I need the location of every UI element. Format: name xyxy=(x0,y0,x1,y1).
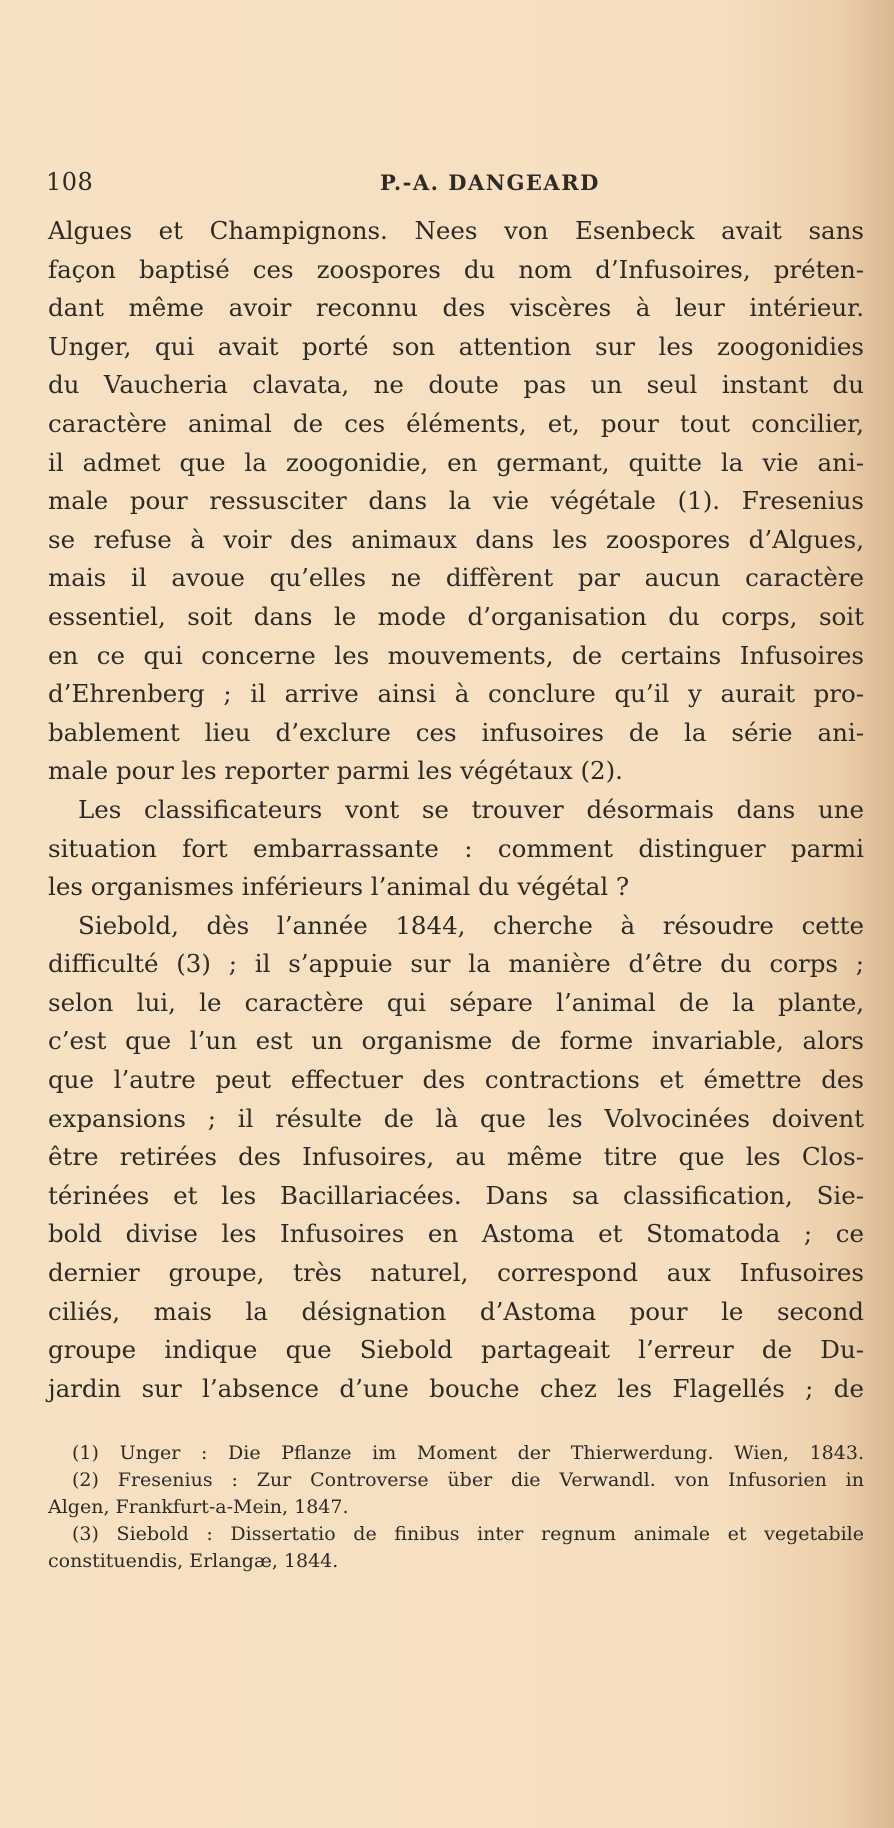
footnote-line: constituendis, Erlangæ, 1844. xyxy=(48,1550,339,1572)
text-line: se refuse à voir des animaux dans les zoospores d’Algues, xyxy=(48,524,864,554)
text-line: male pour ressusciter dans la vie végétale (1). Fresenius xyxy=(48,486,864,516)
footnotes xyxy=(48,1440,864,1575)
text-line: dernier groupe, très naturel, correspond aux Infusoires xyxy=(48,1258,864,1288)
text-line: expansions ; il résulte de là que les Volvocinées doivent xyxy=(48,1103,864,1133)
text-line: façon baptisé ces zoospores du nom d’Infusoires, préten- xyxy=(48,254,864,284)
text-line: difficulté (3) ; il s’appuie sur la manière d’être du corps ; xyxy=(48,949,864,979)
text-line: les organismes inférieurs l’animal du végétal ? xyxy=(48,872,630,902)
text-line: Les classificateurs vont se trouver désormais dans une xyxy=(78,794,864,824)
text-line: dant même avoir reconnu des viscères à leur intérieur. xyxy=(48,293,864,323)
body-text xyxy=(48,212,864,1408)
footnote-line: (1) Unger : Die Pflanze im Moment der Thierwerdung. Wien, 1843. xyxy=(72,1442,864,1464)
text-line: bablement lieu d’exclure ces infusoires de la série ani- xyxy=(48,717,864,747)
text-line: bold divise les Infusoires en Astoma et Stomatoda ; ce xyxy=(48,1219,864,1249)
running-head: P.-A. DANGEARD xyxy=(380,170,600,195)
text-line: jardin sur l’absence d’une bouche chez les Flagellés ; de xyxy=(48,1373,864,1403)
text-line: d’Ehrenberg ; il arrive ainsi à conclure qu’il y aurait pro- xyxy=(48,679,864,709)
text-line: du Vaucheria clavata, ne doute pas un seul instant du xyxy=(48,370,864,400)
text-line: mais il avoue qu’elles ne diffèrent par aucun caractère xyxy=(48,563,864,593)
text-line: c’est que l’un est un organisme de forme invariable, alors xyxy=(48,1026,864,1056)
text-line: être retirées des Infusoires, au même titre que les Clos- xyxy=(48,1142,864,1172)
text-line: essentiel, soit dans le mode d’organisation du corps, soit xyxy=(48,601,864,631)
text-line: térinées et les Bacillariacées. Dans sa classification, Sie- xyxy=(48,1180,864,1210)
text-line: selon lui, le caractère qui sépare l’animal de la plante, xyxy=(48,987,864,1017)
text-line: il admet que la zoogonidie, en germant, quitte la vie ani- xyxy=(48,447,864,477)
text-line: situation fort embarrassante : comment distinguer parmi xyxy=(48,833,864,863)
text-line: Algues et Champignons. Nees von Esenbeck avait sans xyxy=(48,216,864,245)
page-header xyxy=(46,168,866,202)
footnote-line: Algen, Frankfurt-a-Mein, 1847. xyxy=(48,1496,349,1518)
text-line: groupe indique que Siebold partageait l’erreur de Du- xyxy=(48,1335,864,1365)
footnote-line: (3) Siebold : Dissertatio de finibus inter regnum animale et vegetabile xyxy=(72,1523,864,1545)
page-number: 108 xyxy=(46,168,94,196)
text-line: caractère animal de ces éléments, et, pour tout concilier, xyxy=(48,408,864,438)
text-line: male pour les reporter parmi les végétaux (2). xyxy=(48,756,623,786)
text-line: en ce qui concerne les mouvements, de certains Infusoires xyxy=(48,640,864,670)
text-line: Siebold, dès l’année 1844, cherche à résoudre cette xyxy=(78,910,864,940)
text-line: que l’autre peut effectuer des contractions et émettre des xyxy=(48,1065,864,1095)
text-line: ciliés, mais la désignation d’Astoma pour le second xyxy=(48,1296,864,1326)
text-line: Unger, qui avait porté son attention sur les zoogonidies xyxy=(48,331,864,361)
footnote-line: (2) Fresenius : Zur Controverse über die Verwandl. von Infusorien in xyxy=(72,1469,864,1491)
